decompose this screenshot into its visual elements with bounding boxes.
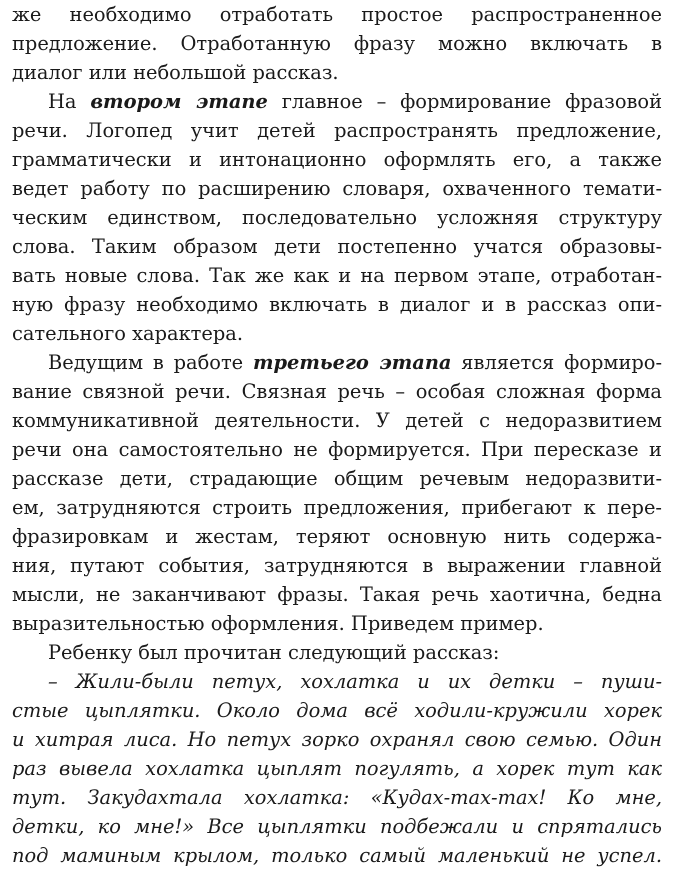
paragraph-first-line <box>12 348 662 377</box>
text-line: ния, путают события, затрудняются в выражении главной <box>12 554 662 577</box>
text-span: главное – формирование фразовой <box>267 90 662 113</box>
text-line: вать новые слова. Так же как и на первом этапе, отработан- <box>12 264 662 287</box>
text-line: мысли, не заканчивают фразы. Такая речь хаотична, бедна <box>12 583 662 606</box>
text-line: слова. Таким образом дети постепенно учатся образовы- <box>12 235 662 258</box>
story-line: стые цыплятки. Около дома всё ходили-кружили хорек <box>12 699 662 722</box>
text-line: диалог или небольшой рассказ. <box>12 61 339 84</box>
text-line: вание связной речи. Связная речь – особая сложная форма <box>12 380 662 403</box>
text-span: Ведущим в работе <box>48 351 253 374</box>
book-page <box>12 0 662 870</box>
story-line: – Жили-были петух, хохлатка и их детки – пуши- <box>48 670 662 693</box>
text-line: же необходимо отработать простое распространенное <box>12 3 662 26</box>
text-line: предложение. Отработанную фразу можно включать в <box>12 32 662 55</box>
text-line: выразительностью оформления. Приведем пример. <box>12 612 544 635</box>
text-line: ем, затрудняются строить предложения, прибегают к пере- <box>12 496 662 519</box>
emphasis-stage-three: третьего этапа <box>252 351 452 374</box>
text-line: речи. Логопед учит детей распространять предложение, <box>12 119 662 142</box>
story-line: и хитрая лиса. Но петух зорко охранял свою семью. Один <box>12 728 662 751</box>
text-line: коммуникативной деятельности. У детей с недоразвитием <box>12 409 662 432</box>
paragraph-first-line <box>12 87 662 116</box>
text-line: ную фразу необходимо включать в диалог и в рассказ опи- <box>12 293 662 316</box>
text-span: На <box>48 90 91 113</box>
story-line: раз вывела хохлатка цыплят погулять, а хорек тут как <box>12 757 662 780</box>
text-line: ческим единством, последовательно усложняя структуру <box>12 206 662 229</box>
emphasis-stage-two: втором этапе <box>90 90 268 113</box>
text-span: является формиро- <box>451 351 662 374</box>
story-line: детки, ко мне!» Все цыплятки подбежали и спрятались <box>12 815 662 838</box>
story-line: под маминым крылом, только самый маленький не успел. <box>12 844 662 867</box>
text-line: рассказе дети, страдающие общим речевым недоразвити- <box>12 467 662 490</box>
text-line: Ребенку был прочитан следующий рассказ: <box>48 641 500 664</box>
story-line: тут. Закудахтала хохлатка: «Кудах-тах-тах! Ко мне, <box>12 786 662 809</box>
text-line: речи она самостоятельно не формируется. При пересказе и <box>12 438 662 461</box>
text-line: грамматически и интонационно оформлять его, а также <box>12 148 662 171</box>
text-line: сательного характера. <box>12 322 244 345</box>
text-line: фразировкам и жестам, теряют основную нить содержа- <box>12 525 662 548</box>
text-line: ведет работу по расширению словаря, охваченного темати- <box>12 177 662 200</box>
